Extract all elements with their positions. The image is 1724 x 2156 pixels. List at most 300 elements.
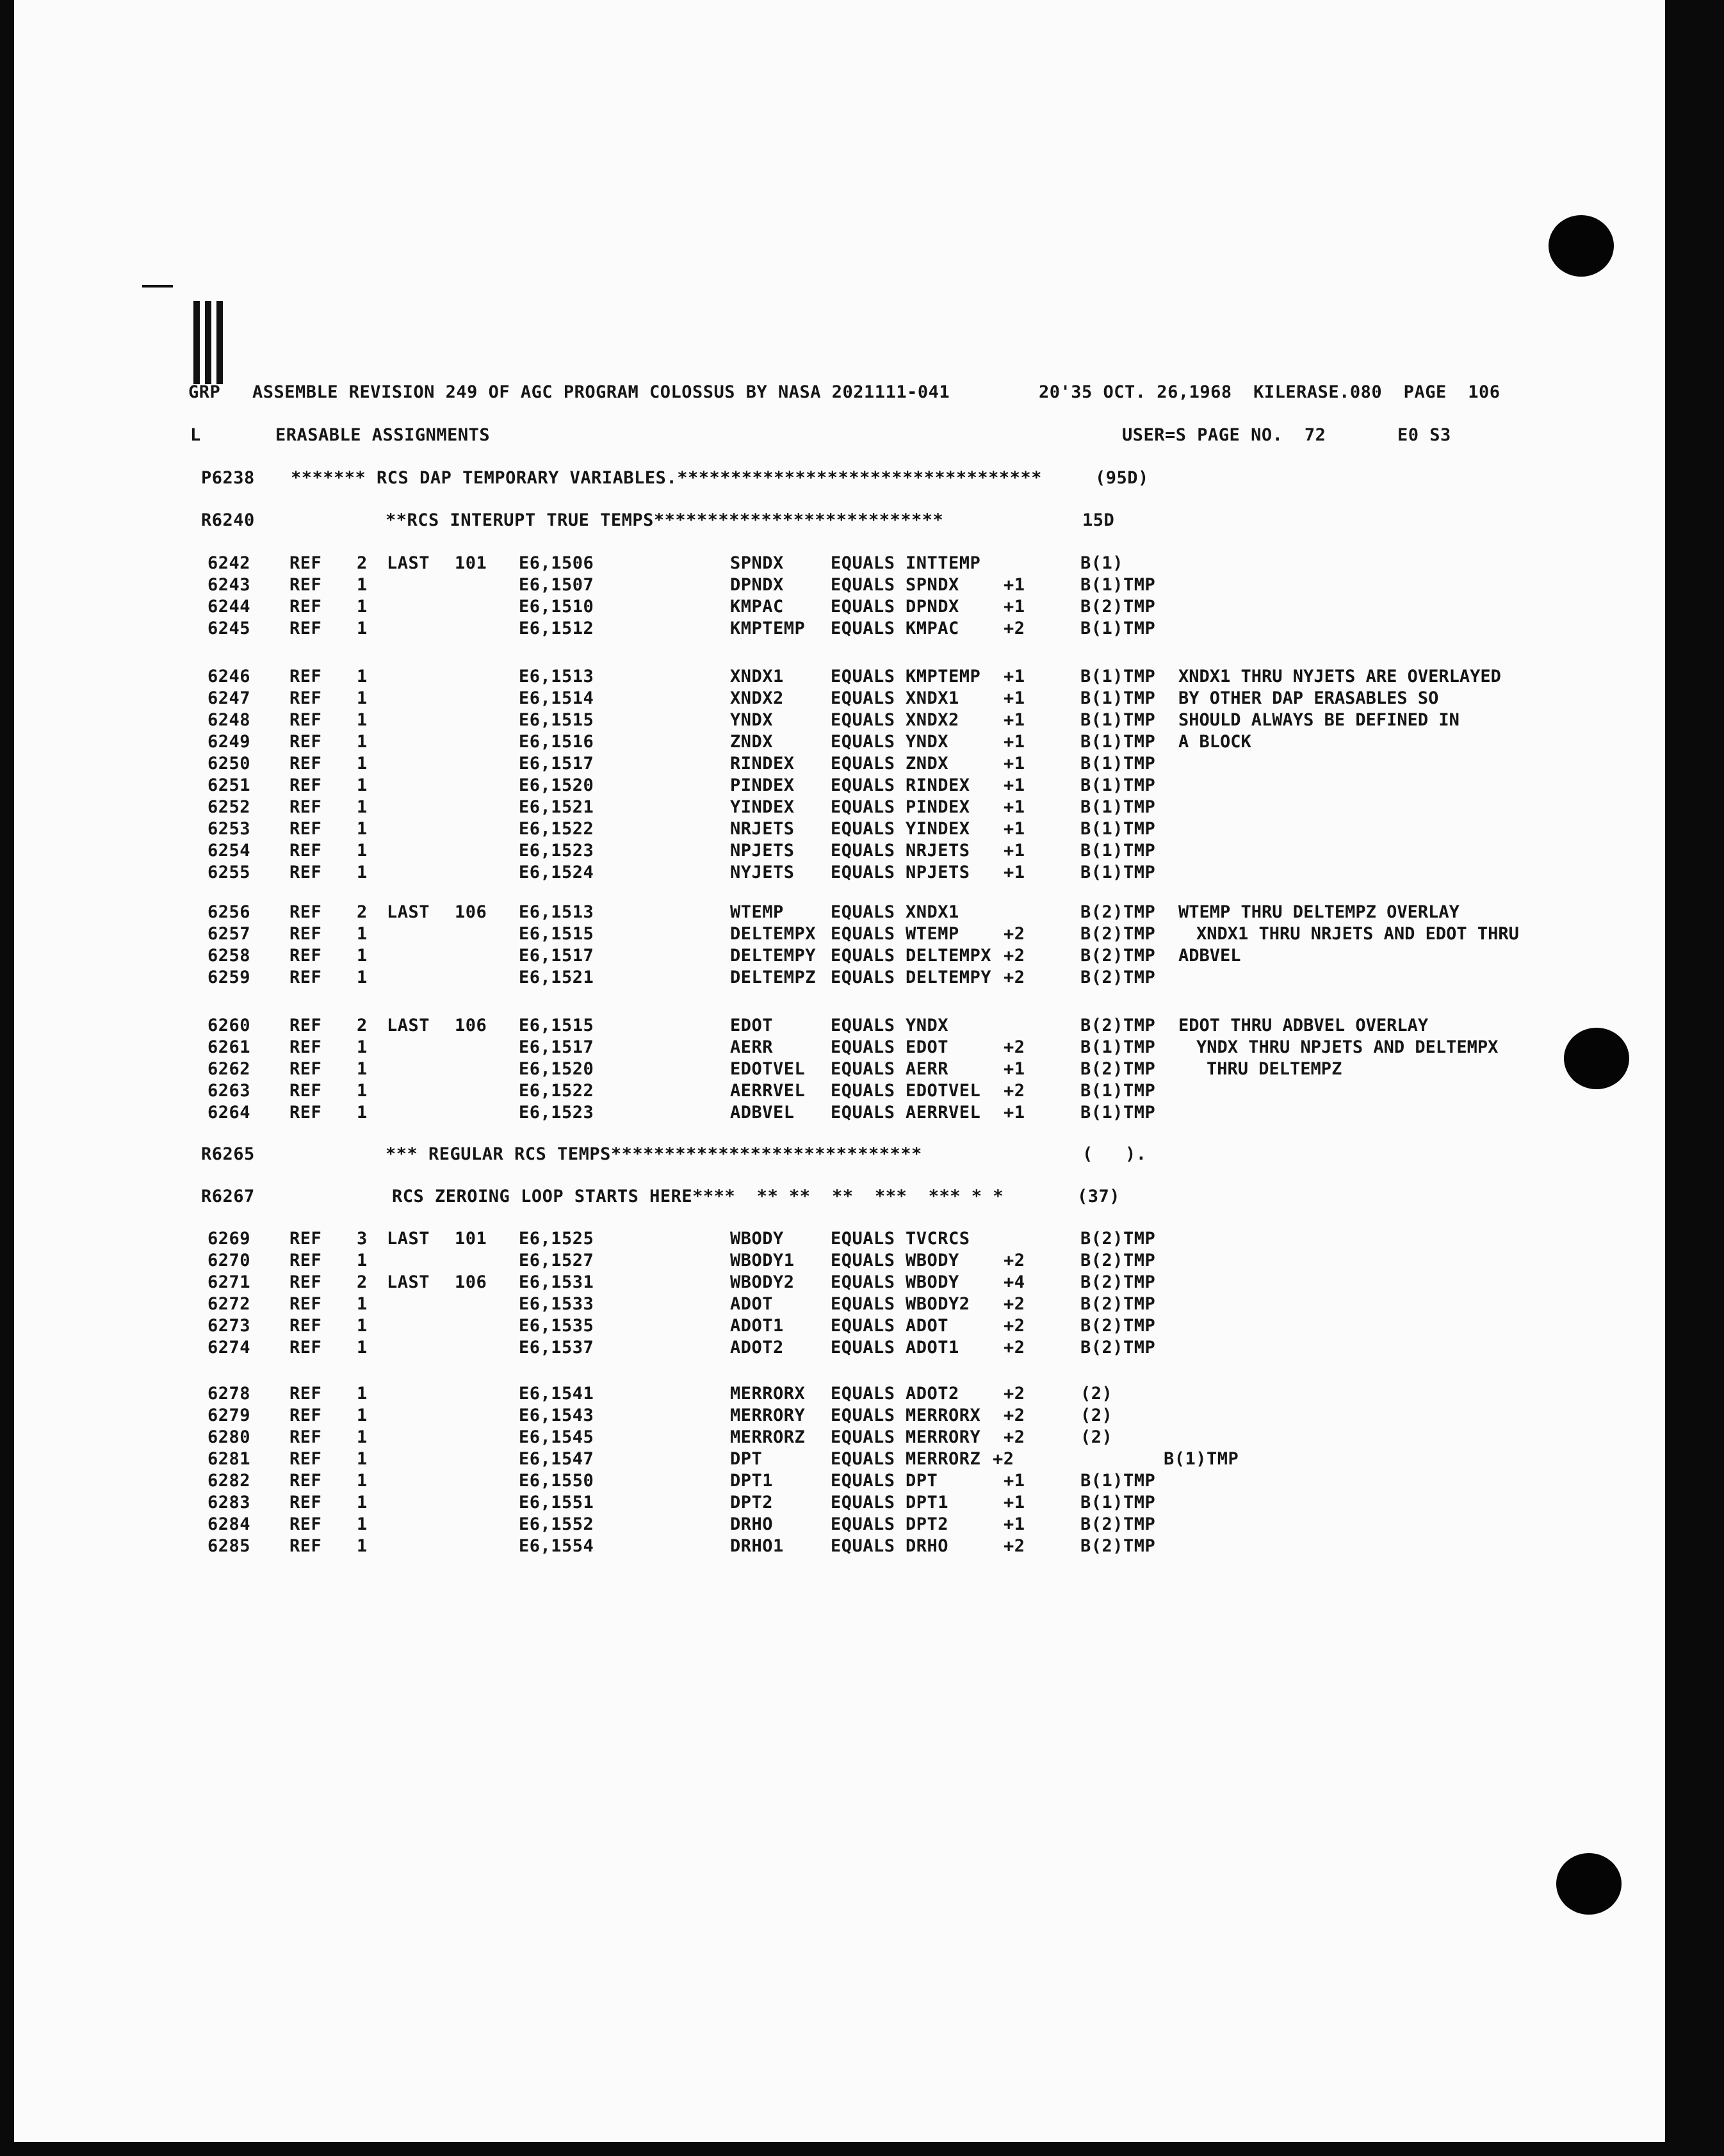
cell-seq: 6271 (207, 1272, 251, 1292)
cell-ref: RINDEX (906, 775, 970, 795)
cell-addr: E6,1517 (519, 1037, 594, 1057)
cell-addr: E6,1547 (519, 1449, 594, 1469)
cell-seq: 6254 (207, 841, 251, 861)
cell-addr: E6,1514 (519, 688, 594, 708)
cell-seq: 6278 (207, 1384, 251, 1404)
cell-ref: YINDEX (906, 819, 970, 839)
cell-eq: EQUALS (831, 732, 895, 752)
cell-eq: EQUALS (831, 667, 895, 686)
cell-off: +2 (1004, 1536, 1025, 1556)
cell-seq: 6244 (207, 597, 251, 617)
cell-name: AERR (730, 1037, 774, 1057)
cell-name: NYJETS (730, 863, 795, 882)
cell-bits: (2) (1080, 1384, 1113, 1404)
cell-off: +1 (1004, 1103, 1025, 1123)
cell-bits: (2) (1080, 1406, 1113, 1425)
cell-n: 1 (357, 710, 368, 730)
cell-op: REF (289, 1536, 322, 1556)
cell-op: REF (289, 1493, 322, 1512)
cell-op: REF (289, 1103, 322, 1123)
cell-bits: B(2)TMP (1080, 597, 1156, 617)
cell-ref: TVCRCS (906, 1229, 970, 1249)
line-seq: R6265 (201, 1144, 255, 1164)
cell-n: 1 (357, 1384, 368, 1404)
cell-eq: EQUALS (831, 553, 895, 573)
cell-bits: B(1)TMP (1080, 667, 1156, 686)
cell-addr: E6,1522 (519, 1081, 594, 1101)
cell-addr: E6,1517 (519, 754, 594, 774)
cell-bits: B(1)TMP (1080, 754, 1156, 774)
cell-n: 1 (357, 688, 368, 708)
cell-off: +4 (1004, 1272, 1025, 1292)
cell-ref: MERRORY (906, 1427, 981, 1447)
cell-name: DPNDX (730, 575, 784, 595)
binder-hole-top (1549, 215, 1614, 277)
cell-bits: B(1)TMP (1080, 688, 1156, 708)
cell-op: REF (289, 1316, 322, 1336)
binder-hole-middle (1564, 1028, 1629, 1089)
cell-n: 1 (357, 667, 368, 686)
cell-ref: DPT2 (906, 1514, 949, 1534)
cell-bits: B(1)TMP (1080, 1103, 1156, 1123)
cell-lnum: 101 (455, 553, 487, 573)
cell-seq: 6251 (207, 775, 251, 795)
cell-n: 1 (357, 1251, 368, 1270)
cell-addr: E6,1551 (519, 1493, 594, 1512)
cell-ref: SPNDX (906, 575, 959, 595)
cell-eq: EQUALS (831, 1251, 895, 1270)
bank-code: E0 S3 (1397, 425, 1451, 445)
cell-addr: E6,1554 (519, 1536, 594, 1556)
cell-op: REF (289, 754, 322, 774)
cell-ref: KMPTEMP (906, 667, 981, 686)
punch-mark-1 (193, 301, 200, 384)
cell-eq: EQUALS (831, 1037, 895, 1057)
cell-ref: WBODY2 (906, 1294, 970, 1314)
cell-ref: XNDX2 (906, 710, 959, 730)
cell-name: WTEMP (730, 902, 784, 922)
cell-op: REF (289, 1406, 322, 1425)
cell-off: +2 (1004, 1037, 1025, 1057)
cell-bits: B(2)TMP (1080, 1338, 1156, 1358)
cell-n: 1 (357, 1103, 368, 1123)
cell-addr: E6,1552 (519, 1514, 594, 1534)
cell-eq: EQUALS (831, 1514, 895, 1534)
cell-name: ADOT (730, 1294, 774, 1314)
corner-tag: GRP (188, 382, 221, 402)
cell-addr: E6,1515 (519, 924, 594, 944)
cell-bits: B(1)TMP (1164, 1449, 1239, 1469)
cell-off: +2 (1004, 946, 1025, 966)
cell-eq: EQUALS (831, 1338, 895, 1358)
cell-ref: ADOT2 (906, 1384, 959, 1404)
cell-off: +2 (1004, 1338, 1025, 1358)
user-page-number: USER=S PAGE NO. 72 (1122, 425, 1326, 445)
cell-name: ZNDX (730, 732, 774, 752)
cell-name: MERRORY (730, 1406, 806, 1425)
cell-op: REF (289, 1037, 322, 1057)
cell-n: 1 (357, 1449, 368, 1469)
line-tail: ( ). (1082, 1144, 1147, 1164)
cell-off: +1 (1004, 1059, 1025, 1079)
cell-addr: E6,1513 (519, 902, 594, 922)
cell-seq: 6253 (207, 819, 251, 839)
cell-n: 1 (357, 732, 368, 752)
note-line: YNDX THRU NPJETS AND DELTEMPX (1196, 1037, 1499, 1057)
cell-bits: B(2)TMP (1080, 1536, 1156, 1556)
cell-last: LAST (387, 1272, 430, 1292)
cell-addr: E6,1541 (519, 1384, 594, 1404)
cell-bits: B(1)TMP (1080, 619, 1156, 638)
cell-eq: EQUALS (831, 1536, 895, 1556)
cell-ref: DELTEMPX (906, 946, 992, 966)
cell-addr: E6,1520 (519, 775, 594, 795)
cell-n: 1 (357, 575, 368, 595)
cell-n: 1 (357, 619, 368, 638)
cell-seq: 6273 (207, 1316, 251, 1336)
cell-name: DPT1 (730, 1471, 774, 1491)
cell-eq: EQUALS (831, 754, 895, 774)
cell-op: REF (289, 1427, 322, 1447)
cell-n: 1 (357, 1338, 368, 1358)
cell-n: 2 (357, 1272, 368, 1292)
binder-hole-bottom (1556, 1853, 1622, 1915)
cell-off: +2 (1004, 1406, 1025, 1425)
cell-bits: B(1)TMP (1080, 732, 1156, 752)
cell-seq: 6252 (207, 797, 251, 817)
cell-name: KMPAC (730, 597, 784, 617)
cell-bits: (2) (1080, 1427, 1113, 1447)
cell-op: REF (289, 1081, 322, 1101)
cell-name: WBODY2 (730, 1272, 795, 1292)
cell-op: REF (289, 797, 322, 817)
cell-off: +2 (1004, 1294, 1025, 1314)
cell-addr: E6,1543 (519, 1406, 594, 1425)
cell-seq: 6274 (207, 1338, 251, 1358)
cell-seq: 6284 (207, 1514, 251, 1534)
cell-off: +2 (1004, 1251, 1025, 1270)
cell-off: +1 (1004, 841, 1025, 861)
cell-bits: B(1)TMP (1080, 775, 1156, 795)
cell-n: 2 (357, 902, 368, 922)
cell-eq: EQUALS (831, 1316, 895, 1336)
cell-name: XNDX1 (730, 667, 784, 686)
cell-op: REF (289, 775, 322, 795)
cell-addr: E6,1525 (519, 1229, 594, 1249)
cell-addr: E6,1512 (519, 619, 594, 638)
cell-eq: EQUALS (831, 1059, 895, 1079)
cell-addr: E6,1515 (519, 1016, 594, 1035)
cell-addr: E6,1523 (519, 1103, 594, 1123)
cell-bits: B(1)TMP (1080, 575, 1156, 595)
cell-off: +1 (1004, 575, 1025, 595)
cell-name: YNDX (730, 710, 774, 730)
cell-last: LAST (387, 1016, 430, 1035)
line-text: **RCS INTERUPT TRUE TEMPS*************************** (386, 510, 944, 530)
cell-bits: B(2)TMP (1080, 1229, 1156, 1249)
cell-op: REF (289, 710, 322, 730)
cell-seq: 6256 (207, 902, 251, 922)
cell-seq: 6260 (207, 1016, 251, 1035)
cell-eq: EQUALS (831, 1016, 895, 1035)
cell-bits: B(1)TMP (1080, 863, 1156, 882)
cell-addr: E6,1521 (519, 797, 594, 817)
cell-seq: 6269 (207, 1229, 251, 1249)
cell-op: REF (289, 575, 322, 595)
cell-bits: B(1)TMP (1080, 1471, 1156, 1491)
line-text: RCS ZEROING LOOP STARTS HERE**** ** ** ** *** *** * * (392, 1187, 1004, 1206)
cell-seq: 6262 (207, 1059, 251, 1079)
cell-n: 1 (357, 1406, 368, 1425)
cell-ref: WBODY (906, 1251, 959, 1270)
cell-off: +1 (1004, 1514, 1025, 1534)
cell-addr: E6,1545 (519, 1427, 594, 1447)
cell-eq: EQUALS (831, 1272, 895, 1292)
cell-off: +1 (1004, 1493, 1025, 1512)
cell-n: 1 (357, 1081, 368, 1101)
cell-n: 1 (357, 797, 368, 817)
cell-bits: B(1)TMP (1080, 841, 1156, 861)
cell-ref: ADOT (906, 1316, 949, 1336)
line-seq: P6238 (201, 468, 255, 488)
cell-addr: E6,1531 (519, 1272, 594, 1292)
line-tail: 15D (1082, 510, 1115, 530)
cell-op: REF (289, 667, 322, 686)
cell-name: DPT (730, 1449, 763, 1469)
cell-seq: 6285 (207, 1536, 251, 1556)
cell-eq: EQUALS (831, 841, 895, 861)
cell-op: REF (289, 968, 322, 987)
cell-op: REF (289, 1059, 322, 1079)
line-tail: (37) (1077, 1187, 1121, 1206)
cell-off: +2 (1004, 619, 1025, 638)
cell-name: WBODY (730, 1229, 784, 1249)
cell-eq: EQUALS (831, 775, 895, 795)
cell-off: +1 (1004, 819, 1025, 839)
cell-ref: DRHO (906, 1536, 949, 1556)
cell-addr: E6,1510 (519, 597, 594, 617)
note-line: A BLOCK (1178, 732, 1251, 752)
cell-name: EDOTVEL (730, 1059, 806, 1079)
cell-name: DELTEMPZ (730, 968, 817, 987)
cell-n: 1 (357, 597, 368, 617)
cell-seq: 6264 (207, 1103, 251, 1123)
cell-ref: NRJETS (906, 841, 970, 861)
cell-eq: EQUALS (831, 946, 895, 966)
cell-addr: E6,1533 (519, 1294, 594, 1314)
cell-eq: EQUALS (831, 597, 895, 617)
cell-ref: XNDX1 (906, 688, 959, 708)
cell-addr: E6,1517 (519, 946, 594, 966)
cell-last: LAST (387, 553, 430, 573)
cell-seq: 6282 (207, 1471, 251, 1491)
cell-off: +1 (1004, 688, 1025, 708)
cell-ref: WTEMP (906, 924, 959, 944)
note-line: XNDX1 THRU NRJETS AND EDOT THRU (1196, 924, 1519, 944)
cell-name: EDOT (730, 1016, 774, 1035)
cell-addr: E6,1522 (519, 819, 594, 839)
cell-bits: B(1) (1080, 553, 1124, 573)
cell-eq: EQUALS (831, 1471, 895, 1491)
cell-seq: 6261 (207, 1037, 251, 1057)
cell-n: 1 (357, 1316, 368, 1336)
cell-seq: 6272 (207, 1294, 251, 1314)
cell-off: +1 (1004, 732, 1025, 752)
section-mark: L (190, 425, 201, 445)
cell-seq: 6270 (207, 1251, 251, 1270)
line-tail: (95D) (1095, 468, 1149, 488)
cell-ref: PINDEX (906, 797, 970, 817)
cell-lnum: 101 (455, 1229, 487, 1249)
cell-addr: E6,1520 (519, 1059, 594, 1079)
cell-ref: MERRORZ (906, 1449, 981, 1469)
cell-seq: 6283 (207, 1493, 251, 1512)
cell-seq: 6280 (207, 1427, 251, 1447)
cell-seq: 6242 (207, 553, 251, 573)
cell-eq: EQUALS (831, 797, 895, 817)
cell-bits: B(2)TMP (1080, 1059, 1156, 1079)
cell-name: PINDEX (730, 775, 795, 795)
note-line: WTEMP THRU DELTEMPZ OVERLAY (1178, 902, 1460, 922)
line-text: *** REGULAR RCS TEMPS***************************** (386, 1144, 922, 1164)
cell-op: REF (289, 924, 322, 944)
cell-n: 1 (357, 1536, 368, 1556)
cell-op: REF (289, 553, 322, 573)
cell-bits: B(2)TMP (1080, 1016, 1156, 1035)
cell-name: DPT2 (730, 1493, 774, 1512)
cell-off: +1 (1004, 597, 1025, 617)
cell-ref: XNDX1 (906, 902, 959, 922)
cell-addr: E6,1535 (519, 1316, 594, 1336)
cell-n: 1 (357, 1514, 368, 1534)
cell-off: +1 (1004, 710, 1025, 730)
cell-off: +2 (1004, 1384, 1025, 1404)
cell-name: MERRORX (730, 1384, 806, 1404)
cell-addr: E6,1537 (519, 1338, 594, 1358)
cell-n: 1 (357, 1427, 368, 1447)
cell-seq: 6255 (207, 863, 251, 882)
cell-off: +1 (1004, 775, 1025, 795)
cell-off: +2 (1004, 1427, 1025, 1447)
cell-bits: B(2)TMP (1080, 902, 1156, 922)
cell-eq: EQUALS (831, 1493, 895, 1512)
cell-name: DELTEMPY (730, 946, 817, 966)
cell-n: 1 (357, 841, 368, 861)
cell-addr: E6,1523 (519, 841, 594, 861)
cell-bits: B(2)TMP (1080, 1514, 1156, 1534)
cell-seq: 6258 (207, 946, 251, 966)
cell-eq: EQUALS (831, 1294, 895, 1314)
cell-ref: INTTEMP (906, 553, 981, 573)
cell-off: +1 (1004, 1471, 1025, 1491)
cell-name: ADOT1 (730, 1316, 784, 1336)
cell-name: YINDEX (730, 797, 795, 817)
cell-bits: B(2)TMP (1080, 968, 1156, 987)
cell-seq: 6279 (207, 1406, 251, 1425)
cell-op: REF (289, 841, 322, 861)
cell-op: REF (289, 1449, 322, 1469)
cell-name: KMPTEMP (730, 619, 806, 638)
cell-addr: E6,1521 (519, 968, 594, 987)
cell-eq: EQUALS (831, 575, 895, 595)
cell-off: +2 (1004, 968, 1025, 987)
cell-ref: EDOT (906, 1037, 949, 1057)
cell-n: 2 (357, 553, 368, 573)
cell-n: 3 (357, 1229, 368, 1249)
cell-op: REF (289, 1338, 322, 1358)
punch-mark-3 (216, 301, 223, 384)
cell-op: REF (289, 1272, 322, 1292)
cell-bits: B(2)TMP (1080, 946, 1156, 966)
cell-bits: B(2)TMP (1080, 1316, 1156, 1336)
cell-addr: E6,1527 (519, 1251, 594, 1270)
cell-bits: B(2)TMP (1080, 1251, 1156, 1270)
cell-lnum: 106 (455, 902, 487, 922)
cell-ref: YNDX (906, 732, 949, 752)
cell-off: +2 (1004, 1316, 1025, 1336)
cell-name: DRHO1 (730, 1536, 784, 1556)
cell-seq: 6247 (207, 688, 251, 708)
cell-bits: B(1)TMP (1080, 710, 1156, 730)
cell-seq: 6248 (207, 710, 251, 730)
header-title: ASSEMBLE REVISION 249 OF AGC PROGRAM COLOSSUS BY NASA 2021111-041 (252, 382, 950, 402)
note-line: ADBVEL (1178, 946, 1241, 966)
margin-dash (142, 285, 173, 288)
cell-addr: E6,1515 (519, 710, 594, 730)
cell-name: ADBVEL (730, 1103, 795, 1123)
cell-op: REF (289, 1229, 322, 1249)
cell-name: ADOT2 (730, 1338, 784, 1358)
cell-addr: E6,1524 (519, 863, 594, 882)
cell-ref: MERRORX (906, 1406, 981, 1425)
printout-page (14, 0, 1665, 2142)
cell-op: REF (289, 688, 322, 708)
cell-op: REF (289, 1251, 322, 1270)
cell-seq: 6250 (207, 754, 251, 774)
cell-seq: 6249 (207, 732, 251, 752)
cell-addr: E6,1516 (519, 732, 594, 752)
cell-bits: B(1)TMP (1080, 1081, 1156, 1101)
cell-ref: AERRVEL (906, 1103, 981, 1123)
cell-off: +2 (1004, 1081, 1025, 1101)
cell-seq: 6281 (207, 1449, 251, 1469)
header-date-page: 20'35 OCT. 26,1968 KILERASE.080 PAGE 106 (1039, 382, 1500, 402)
line-seq: R6267 (201, 1187, 255, 1206)
cell-op: REF (289, 1294, 322, 1314)
cell-name: DRHO (730, 1514, 774, 1534)
cell-seq: 6245 (207, 619, 251, 638)
cell-name: RINDEX (730, 754, 795, 774)
cell-name: SPNDX (730, 553, 784, 573)
cell-name: DELTEMPX (730, 924, 817, 944)
cell-name: NRJETS (730, 819, 795, 839)
note-line: THRU DELTEMPZ (1207, 1059, 1342, 1079)
cell-ref: ADOT1 (906, 1338, 959, 1358)
cell-op: REF (289, 902, 322, 922)
cell-off: +2 (1004, 924, 1025, 944)
cell-eq: EQUALS (831, 863, 895, 882)
cell-off: +2 (993, 1449, 1014, 1469)
note-line: SHOULD ALWAYS BE DEFINED IN (1178, 710, 1460, 730)
note-line: XNDX1 THRU NYJETS ARE OVERLAYED (1178, 667, 1501, 686)
cell-eq: EQUALS (831, 1406, 895, 1425)
cell-eq: EQUALS (831, 1427, 895, 1447)
cell-op: REF (289, 1384, 322, 1404)
cell-addr: E6,1550 (519, 1471, 594, 1491)
cell-eq: EQUALS (831, 619, 895, 638)
cell-seq: 6263 (207, 1081, 251, 1101)
cell-op: REF (289, 863, 322, 882)
